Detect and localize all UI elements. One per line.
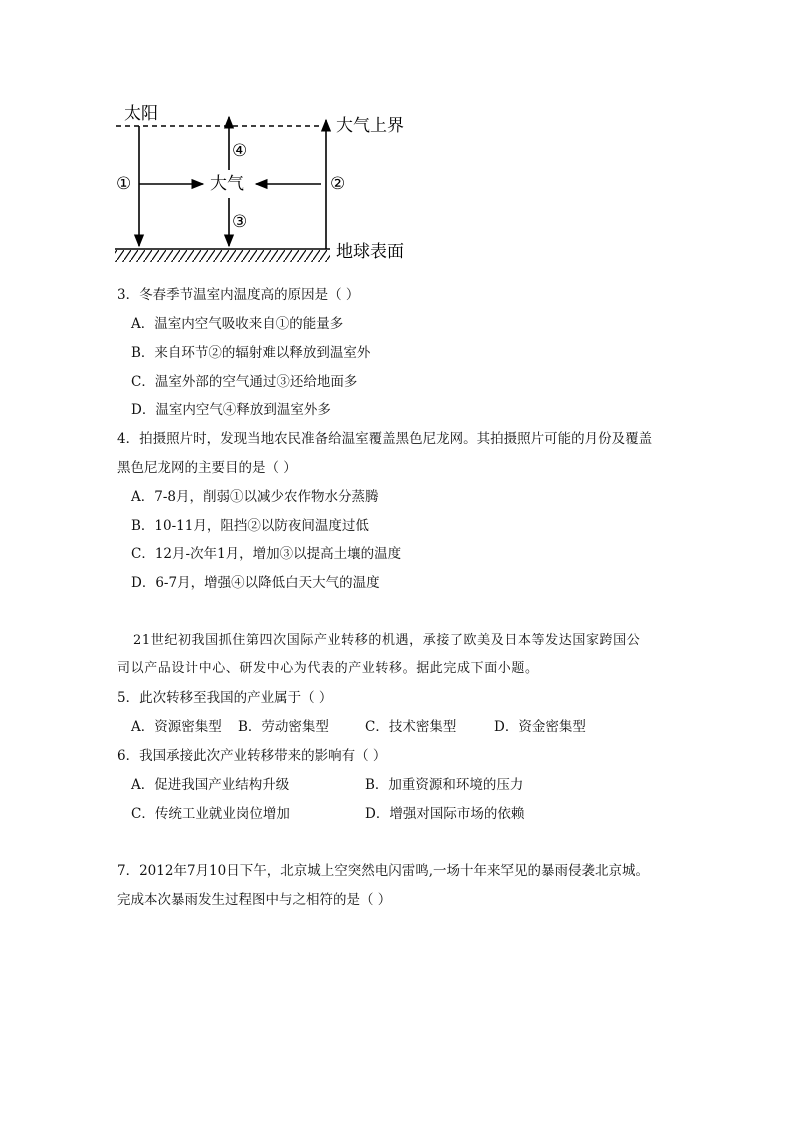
q4-stem-line1: 4．拍摄照片时，发现当地农民准备给温室覆盖黑色尼龙网。其拍摄照片可能的月份及覆盖 <box>117 431 653 447</box>
atmosphere-diagram <box>110 100 420 270</box>
atmosphere-label: 大气 <box>210 174 244 194</box>
atmosphere-top-label: 大气上界 <box>336 116 404 136</box>
q5-option-b: B．劳动密集型 <box>238 719 329 735</box>
passage-line1: 21世纪初我国抓住第四次国际产业转移的机遇，承接了欧美及日本等发达国家跨国公 <box>133 633 641 648</box>
q3-option-b: B．来自环节②的辐射难以释放到温室外 <box>131 345 371 361</box>
q4-option-a: A．7-8月，削弱①以减少农作物水分蒸腾 <box>131 489 379 505</box>
mark-3: ③ <box>232 212 248 232</box>
q5-option-a: A．资源密集型 <box>131 719 222 735</box>
q4-option-d: D．6-7月，增强④以降低白天大气的温度 <box>131 575 380 591</box>
surface-label: 地球表面 <box>336 242 404 262</box>
q6-option-d: D．增强对国际市场的依赖 <box>365 806 525 822</box>
q6-option-b: B．加重资源和环境的压力 <box>365 777 524 793</box>
q7-stem-line1: 7．2012年7月10日下午，北京城上空突然电闪雷鸣,一场十年来罕见的暴雨侵袭北京城。 <box>117 863 650 879</box>
mark-1: ① <box>116 174 132 194</box>
mark-2: ② <box>330 174 346 194</box>
q4-stem-line2: 黑色尼龙网的主要目的是（ ） <box>117 460 297 476</box>
mark-4: ④ <box>232 141 248 161</box>
q3-stem: 3．冬春季节温室内温度高的原因是（ ） <box>117 287 360 303</box>
sun-label: 太阳 <box>124 104 158 124</box>
q5-stem: 5．此次转移至我国的产业属于（ ） <box>117 690 333 706</box>
q6-option-c: C．传统工业就业岗位增加 <box>131 806 290 822</box>
q5-option-c: C．技术密集型 <box>365 719 457 735</box>
q3-option-a: A．温室内空气吸收来自①的能量多 <box>131 316 344 332</box>
ground-hatch <box>115 250 330 262</box>
q6-stem: 6．我国承接此次产业转移带来的影响有（ ） <box>117 748 387 764</box>
q3-option-d: D．温室内空气④释放到温室外多 <box>131 402 331 418</box>
q4-option-b: B．10-11月，阻挡②以防夜间温度过低 <box>131 518 369 534</box>
q5-option-d: D．资金密集型 <box>494 719 586 735</box>
q3-option-c: C．温室外部的空气通过③还给地面多 <box>131 374 358 390</box>
q4-option-c: C．12月-次年1月，增加③以提高土壤的温度 <box>131 546 402 562</box>
q6-option-a: A．促进我国产业结构升级 <box>131 777 290 793</box>
q7-stem-line2: 完成本次暴雨发生过程图中与之相符的是（ ） <box>117 892 392 908</box>
passage-line2: 司以产品设计中心、研发中心为代表的产业转移。据此完成下面小题。 <box>117 661 539 676</box>
